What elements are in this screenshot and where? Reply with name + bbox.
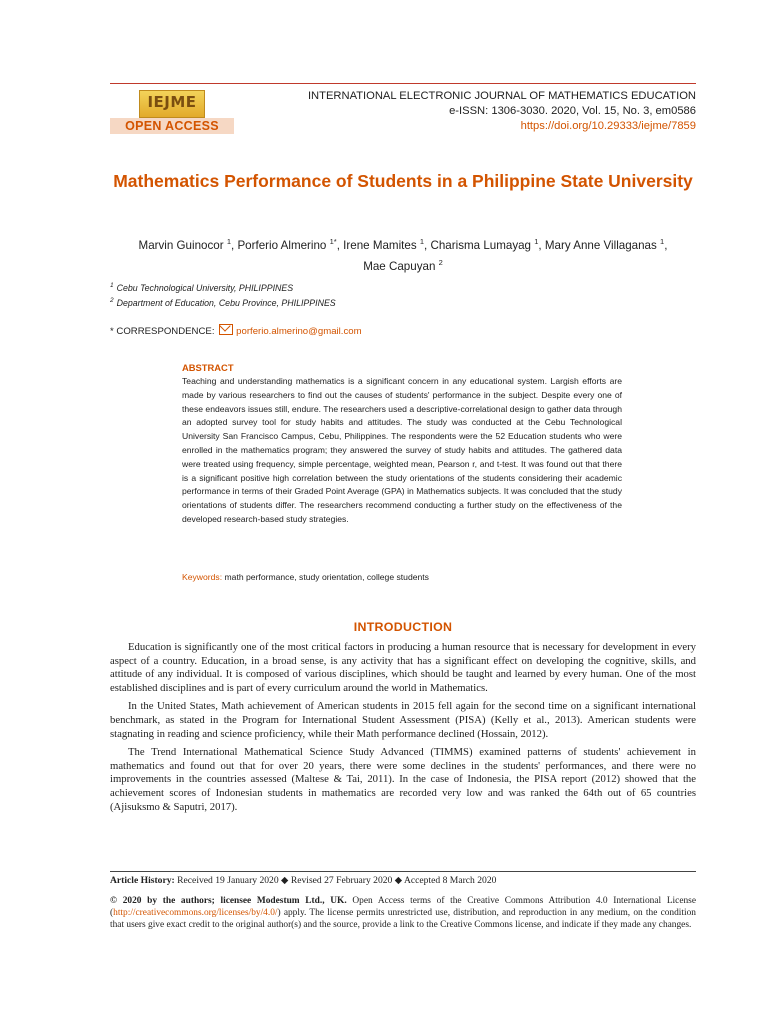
keywords-text: math performance, study orientation, college students [224, 572, 429, 582]
author-name: Porferio Almerino [237, 238, 327, 252]
author-list: Marvin Guinocor $^1$, Porferio Almerino $^{1*}$, Irene Mamites $^1$, Charisma Lumayag $^1$, Mary Anne Villaganas $^1$, Mae Capuyan $^2$ [138, 237, 668, 273]
affiliation-sup: 2 [110, 297, 114, 304]
author-sup: 1 [660, 237, 665, 246]
author-sup: 1 [226, 237, 231, 246]
author-sup: 1 [419, 237, 425, 246]
license-copyright: © 2020 by the authors; licensee Modestum Ltd., UK. [110, 896, 347, 906]
author-name: Mary Anne Villaganas [544, 238, 657, 252]
author-sup: 1* [329, 237, 337, 246]
logo-badge [139, 90, 205, 118]
correspondence-email[interactable]: porferio.almerino@gmail.com [236, 326, 362, 337]
license-notice [110, 895, 696, 931]
author-name: Charisma Lumayag [430, 238, 532, 252]
paragraph: The Trend International Mathematical Science Study Advanced (TIMMS) examined patterns of students' achievement in mathematics and found out that for over 20 years, there were some declines in the students' performances, and there were no improvements in the countries assessed (Maltese & Tai, 2011). In the case of Indonesia, the PISA report (2012) showed that the achievement scores of Indonesian students in mathematics are recorded very low and was ranked the 64th out of 65 countries (Ajisuksmo & Saputri, 2017). [110, 746, 696, 813]
abstract [182, 362, 622, 527]
author-sup: 1 [534, 237, 539, 246]
section-heading-introduction: INTRODUCTION [353, 620, 453, 634]
author-name: Irene Mamites [343, 238, 417, 252]
affiliation-text: Cebu Technological University, PHILIPPINES [116, 282, 294, 293]
affiliation-sup: 1 [110, 282, 114, 289]
license-pre: Open Access terms of the Creative Commons Attribution 4.0 International License ( [110, 896, 696, 918]
correspondence-label: * CORRESPONDENCE: [110, 326, 215, 337]
header-rule [110, 83, 696, 84]
abstract-heading: ABSTRACT [182, 362, 234, 373]
journal-name: INTERNATIONAL ELECTRONIC JOURNAL OF MATHEMATICS EDUCATION [307, 90, 696, 102]
author-sup: 2 [438, 257, 443, 267]
affiliation-1 [110, 282, 293, 293]
article-history [110, 875, 496, 886]
history-label: Article History: [110, 875, 175, 886]
keywords-label: Keywords: [182, 572, 223, 582]
paragraph: In the United States, Math achievement of American students in 2015 fell again for the second time on a significant international benchmark, as stated in the Program for International Student Assessment (PISA) (Kelly et al., 2013). American students were stagnating in reading and science proficiency, while their Math performance declined (Hossain, 2012). [110, 700, 696, 740]
license-link[interactable]: http://creativecommons.org/licenses/by/4.0/ [113, 908, 278, 918]
license-post: ) apply. The license permits unrestricted use, distribution, and reproduction in any medium, on the condition that users give exact credit to the original author(s) and the source, provide a link to the Creative Commons license, and indicate if they made any changes. [110, 908, 696, 930]
correspondence [110, 324, 362, 337]
open-access-label: OPEN ACCESS [125, 119, 219, 133]
paragraph: Education is significantly one of the most critical factors in producing a human resource that is necessary for development in every aspect of a country. Education, in a broad sense, is any activity that has a significant effect on developing the cognitive, skills, and attitude of any individual. It is composed of various disciplines, which should be taught and learned by every human. One of the most established disciplines and is part of every curriculum around the world in Mathematics. [110, 641, 696, 694]
issn-line: e-ISSN: 1306-3030. 2020, Vol. 15, No. 3, em0586 [449, 105, 696, 117]
footer-rule [110, 871, 696, 872]
affiliation-2 [110, 297, 336, 308]
open-access-banner [110, 118, 234, 134]
logo-text: IEJME [147, 93, 197, 111]
doi-link[interactable]: https://doi.org/10.29333/iejme/7859 [520, 120, 696, 132]
journal-logo [110, 88, 234, 136]
author-name: Mae Capuyan [363, 259, 436, 273]
journal-info [308, 89, 696, 134]
envelope-icon [219, 324, 233, 335]
abstract-text: Teaching and understanding mathematics is a significant concern in any educational system. Largish efforts are made by various researchers to find out the causes of students' performance in the subject. Despite every one of these endeavors issues still, endure. The researchers used a descriptive-correlational design to gather data through an adopted survey tool for study habits and attitudes. The study was conducted at the Cebu Technological University San Francisco Campus, Cebu, Philippines. The respondents were the 52 Education students who were enrolled in the mathematics program; they answered the survey of study habits and attitudes. The gathered data were treated using frequency, simple percentage, weighted mean, Pearson r, and t-test. It was found out that there is a significant positive high correlation between the study orientations of the students considering their academic performance in terms of their Graded Point Average (GPA) in Mathematics subjects. It was concluded that the study orientations of students differ. The researchers recommend conducting a further study on the effectiveness of the developed research-based study strategies. [182, 376, 622, 524]
introduction-body [110, 641, 696, 819]
paper-title: Mathematics Performance of Students in a Philippine State University [113, 171, 693, 191]
affiliation-text: Department of Education, Cebu Province, PHILIPPINES [116, 297, 336, 308]
author-name: Marvin Guinocor [138, 238, 224, 252]
keywords [182, 572, 429, 582]
history-text: Received 19 January 2020 ◆ Revised 27 February 2020 ◆ Accepted 8 March 2020 [177, 875, 497, 886]
